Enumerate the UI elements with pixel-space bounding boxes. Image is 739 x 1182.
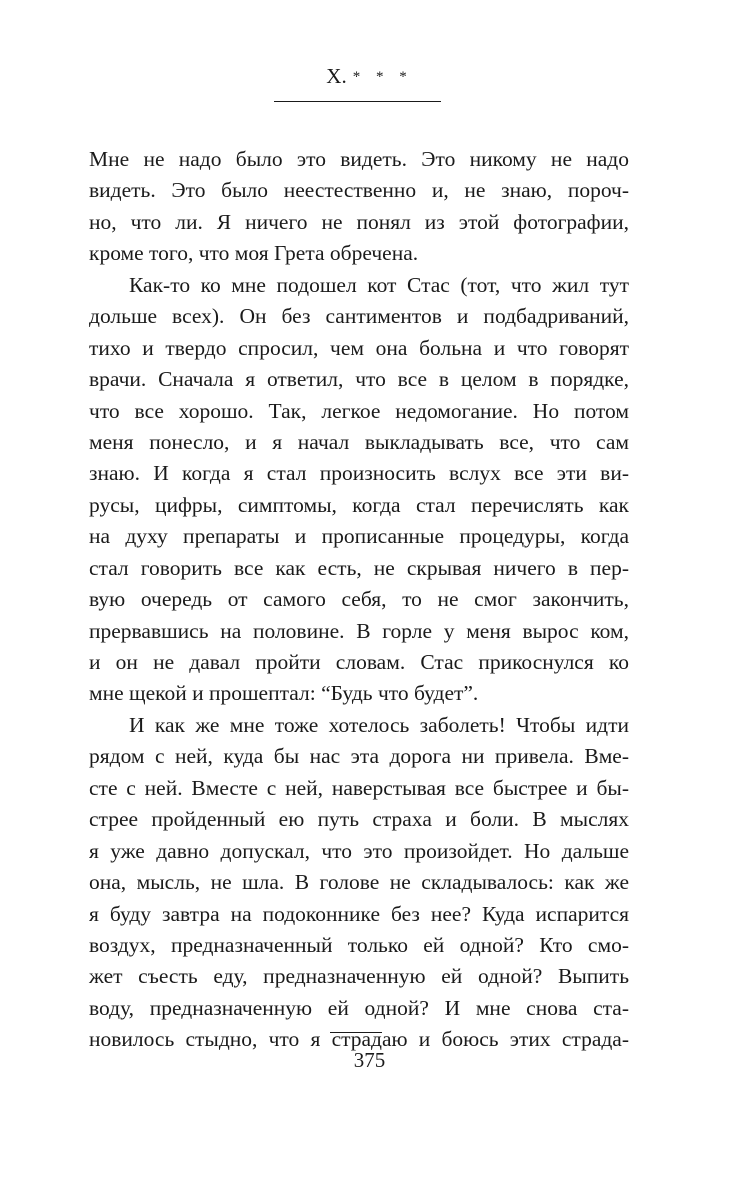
text-line: меня понесло, и я начал выкладывать все, что сам xyxy=(89,429,629,454)
text-line: она, мысль, не шла. В голове не складывалось: как же xyxy=(89,870,629,895)
text-line: вую очередь от самого себя, то не смог закончить, xyxy=(89,587,629,612)
paragraph xyxy=(89,270,629,710)
text-line: воду, предназначенную ей одной? И мне снова ста- xyxy=(89,995,629,1020)
text-line: прервавшись на половине. В горле у меня вырос ком, xyxy=(89,618,629,643)
paragraph xyxy=(89,144,629,270)
page-number: 375 xyxy=(353,1048,386,1072)
header-rule xyxy=(274,101,441,102)
text-line: и он не давал пройти словам. Стас прикоснулся ко xyxy=(89,650,629,674)
text-line: я буду завтра на подоконнике без нее? Куда испарится xyxy=(89,901,629,926)
text-line: дольше всех). Он без сантиментов и подбадриваний, xyxy=(89,304,629,329)
chapter-number: X. xyxy=(326,64,347,88)
text-line: новилось стыдно, что я страдаю и боюсь этих страда- xyxy=(89,1027,629,1052)
text-line: стрее пройденный ею путь страха и боли. В мыслях xyxy=(89,807,629,832)
text-line: мне щекой и прошептал: “Будь что будет”. xyxy=(89,681,479,706)
text-line: Мне не надо было это видеть. Это никому не надо xyxy=(89,147,629,171)
text-line: я уже давно допускал, что это произойдет. Но дальше xyxy=(89,838,629,863)
text-line: И как же мне тоже хотелось заболеть! Чтобы идти xyxy=(129,712,629,737)
text-line: что все хорошо. Так, легкое недомогание. Но потом xyxy=(89,398,629,423)
text-line: воздух, предназначенный только ей одной? Кто смо- xyxy=(89,932,629,957)
text-line: видеть. Это было неестественно и, не знаю, пороч- xyxy=(89,178,629,203)
paragraph xyxy=(89,710,629,1056)
text-line: тихо и твердо спросил, чем она больна и что говорят xyxy=(89,335,629,360)
text-line: но, что ли. Я ничего не понял из этой фотографии, xyxy=(89,209,629,234)
footer-rule xyxy=(330,1032,382,1033)
running-header xyxy=(0,62,739,91)
text-line: жет съесть еду, предназначенную ей одной? Выпить xyxy=(89,964,629,989)
text-line: Как-то ко мне подошел кот Стас (тот, что жил тут xyxy=(129,272,629,297)
text-line: на духу препараты и прописанные процедуры, когда xyxy=(89,524,629,549)
text-line: сте с ней. Вместе с ней, наверстывая все быстрее и бы- xyxy=(89,775,629,800)
text-line: русы, цифры, симптомы, когда стал перечислять как xyxy=(89,492,629,517)
text-line: врачи. Сначала я ответил, что все в целом в порядке, xyxy=(89,367,629,392)
text-line: стал говорить все как есть, не скрывая ничего в пер- xyxy=(89,555,629,580)
text-line: кроме того, что моя Грета обречена. xyxy=(89,241,419,266)
text-line: знаю. И когда я стал произносить вслух все эти ви- xyxy=(89,461,629,486)
section-stars: * * * xyxy=(352,69,413,85)
body-text xyxy=(89,144,629,1056)
text-line: рядом с ней, куда бы нас эта дорога ни привела. Вме- xyxy=(89,744,629,769)
